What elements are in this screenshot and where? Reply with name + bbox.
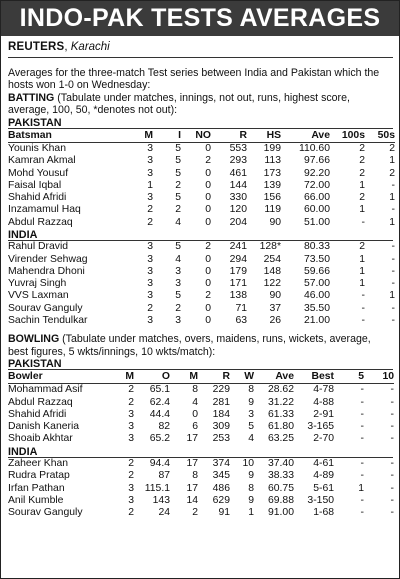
stat-cell: 0 [205,253,211,265]
batting-table-india [8,241,395,327]
stat-cell: 3 [147,265,153,277]
stat-cell: 2 [175,302,181,314]
batsman-row [8,278,395,290]
stat-cell: 51.00 [303,216,330,228]
stat-cell: - [391,278,395,290]
stat-cell: 5 [248,421,254,433]
stat-cell: 293 [229,155,247,167]
stat-cell: 199 [263,143,281,155]
stat-cell: 80.33 [303,241,330,253]
stat-cell: 5 [175,143,181,155]
stat-cell: 345 [212,470,230,482]
stat-cell: 115.1 [144,482,170,494]
stat-cell: 0 [192,408,198,420]
stat-cell: 2 [128,396,134,408]
stat-cell: 9 [248,470,254,482]
stat-cell: 1-68 [313,507,334,519]
stat-cell: 63.25 [267,433,294,445]
bowler-row [8,421,394,433]
stat-cell: 91 [218,507,230,519]
stat-cell: - [360,507,364,519]
stat-cell: 57.00 [303,278,330,290]
stat-cell: - [360,384,364,396]
headline-banner: INDO-PAK TESTS AVERAGES [1,1,399,36]
stat-cell: 120 [229,204,247,216]
stat-cell: - [390,470,394,482]
batsman-row [8,241,395,253]
stat-cell: - [361,216,365,228]
stat-cell: 72.00 [303,179,330,191]
batting-note: (Tabulate under matches, innings, not out, runs, highest score, average, 100, 50, *denotes not out): [8,91,350,117]
stat-cell: 0 [205,265,211,277]
stat-cell: 0 [205,302,211,314]
stat-cell: 138 [229,290,247,302]
column-header: W [230,370,254,384]
column-header: M [106,370,134,384]
stat-cell: 61.80 [267,421,294,433]
player-name: Sourav Ganguly [8,507,83,519]
stat-cell: - [390,396,394,408]
stat-cell: 91.00 [267,507,294,519]
stat-cell: 82 [158,421,170,433]
stat-cell: 2 [128,470,134,482]
byline-separator: , [64,41,71,53]
stat-cell: 119 [264,204,281,216]
stat-cell: 3 [248,408,254,420]
stat-cell: 97.66 [303,155,330,167]
stat-cell: - [391,204,395,216]
bowling-team-name: INDIA [8,446,393,459]
column-header: 50s [365,129,395,143]
stat-cell: 2 [147,204,153,216]
player-name: Kamran Akmal [8,155,76,167]
player-name: Inzamamul Haq [8,204,81,216]
batsman-row [8,266,395,278]
stat-cell: 3 [175,314,181,326]
stat-cell: 17 [186,482,198,494]
stat-cell: 9 [248,494,254,506]
stat-cell: 3-150 [307,494,334,506]
stat-cell: - [390,421,394,433]
stat-cell: 28.62 [267,384,294,396]
stat-cell: 87 [158,470,170,482]
stat-cell: 1 [389,192,395,204]
stat-cell: 5-61 [313,482,334,494]
stat-cell: 229 [212,384,230,396]
stat-cell: 69.88 [267,494,294,506]
stat-cell: 553 [229,143,247,155]
stat-cell: - [391,265,395,277]
stat-cell: 486 [212,482,230,494]
stat-cell: - [361,314,365,326]
stat-cell: - [390,458,394,470]
stat-cell: 5 [175,155,181,167]
column-header: Ave [254,370,294,384]
stat-cell: 66.00 [303,192,330,204]
stat-cell: 2 [205,155,211,167]
stat-cell: 148 [263,265,281,277]
stat-cell: 17 [186,433,198,445]
stat-cell: 8 [248,384,254,396]
column-header: R [198,370,230,384]
stat-cell: 2-91 [313,408,334,420]
stat-cell: 60.75 [267,482,294,494]
column-header: Ave [281,129,330,143]
stat-cell: - [391,302,395,314]
stat-cell: 629 [212,494,230,506]
stat-cell: 10 [242,458,254,470]
stat-cell: 2 [192,507,198,519]
stat-cell: 35.50 [303,302,330,314]
stat-cell: 37 [269,302,281,314]
player-name: Yuvraj Singh [8,278,67,290]
player-name: Shoaib Akhtar [8,433,73,445]
column-header: M [170,370,198,384]
stat-cell: 2 [359,167,365,179]
bowling-table-india [8,458,394,519]
batsman-row [8,180,395,192]
player-name: Rahul Dravid [8,241,69,253]
stat-cell: 0 [205,204,211,216]
stat-cell: 44.4 [149,408,170,420]
bowling-note: (Tabulate under matches, overs, maidens, runs, wickets, average, best figures, 5 wkts/innings, 10 wkts/match): [8,333,371,358]
stat-cell: 3 [128,408,134,420]
stat-cell: 3 [128,494,134,506]
batsman-row [8,155,395,167]
stat-cell: 2 [359,143,365,155]
stat-cell: 3 [147,143,153,155]
stat-cell: 2-70 [313,433,334,445]
stat-cell: 110.60 [298,143,330,155]
stat-cell: - [360,494,364,506]
bowler-row [8,433,394,445]
bowling-heading: BOWLING [8,333,60,346]
bowler-row [8,397,394,409]
column-header: 10 [364,370,394,384]
stat-cell: 143 [152,494,170,506]
stat-cell: 3 [147,155,153,167]
stat-cell: 9 [248,396,254,408]
stat-cell: - [390,482,394,494]
article-body [1,36,399,519]
stat-cell: 2 [175,179,181,191]
stat-cell: 156 [263,192,281,204]
bowling-section-heading [8,333,393,358]
batsman-row [8,254,395,266]
stat-cell: 0 [205,192,211,204]
batsman-row [8,168,395,180]
player-name: VVS Laxman [8,290,69,302]
player-name: Irfan Pathan [8,482,65,494]
bowling-rows [8,384,394,446]
stat-cell: 281 [212,396,230,408]
bowler-row [8,384,394,397]
player-name: Abdul Razzaq [8,396,73,408]
stat-cell: 8 [192,470,198,482]
stat-cell: 3 [147,278,153,290]
batsman-row [8,217,395,229]
player-name: Shahid Afridi [8,408,67,420]
stat-cell: 254 [263,253,281,265]
stat-cell: 2 [359,241,365,253]
player-name: Sachin Tendulkar [8,314,88,326]
bowler-row [8,458,394,470]
stat-cell: 6 [192,421,198,433]
stat-cell: - [360,421,364,433]
stat-cell: 1 [359,179,365,191]
stat-cell: - [360,433,364,445]
stat-cell: 461 [229,167,247,179]
stat-cell: - [360,396,364,408]
column-header: R [211,129,247,143]
stat-cell: - [390,433,394,445]
stat-cell: 0 [205,167,211,179]
stat-cell: 26 [269,314,281,326]
stat-cell: 0 [205,143,211,155]
batsman-row [8,143,395,156]
stat-cell: 2 [389,143,395,155]
bowler-row [8,507,394,519]
stat-cell: 374 [212,458,230,470]
stat-cell: 90 [269,216,281,228]
stat-cell: 90 [269,290,281,302]
byline-place: Karachi [70,41,110,53]
column-header: Batsman [8,129,118,143]
stat-cell: 144 [229,179,247,191]
stat-cell: - [390,408,394,420]
column-header: M [118,129,153,143]
column-header: Bowler [8,370,106,384]
stat-cell: 3 [128,482,134,494]
stat-cell: 94.4 [149,458,170,470]
stat-cell: - [391,253,395,265]
batsman-row [8,290,395,302]
column-header: HS [247,129,281,143]
bowler-row [8,495,394,507]
stat-cell: 5 [175,290,181,302]
bowler-row [8,470,394,482]
stat-cell: 63 [235,314,247,326]
player-name: Sourav Ganguly [8,302,83,314]
stat-cell: 61.33 [267,408,294,420]
stat-cell: 2 [359,192,365,204]
stat-cell: 1 [389,216,395,228]
stat-cell: 2 [147,302,153,314]
stat-cell: 59.66 [303,265,330,277]
column-header: 100s [330,129,365,143]
stat-cell: 128* [259,241,281,253]
stat-cell: 4 [248,433,254,445]
column-header: I [153,129,181,143]
stat-cell: 3 [147,290,153,302]
stat-cell: 2 [128,384,134,396]
stat-cell: 38.33 [267,470,294,482]
player-name: Zaheer Khan [8,458,69,470]
stat-cell: 1 [248,507,254,519]
player-name: Mahendra Dhoni [8,265,85,277]
stat-cell: 65.2 [149,433,170,445]
batsman-row [8,303,395,315]
stat-cell: - [391,241,395,253]
stat-cell: 4 [192,396,198,408]
stat-cell: 294 [229,253,247,265]
player-name: Younis Khan [8,143,66,155]
stat-cell: 122 [263,278,281,290]
stat-cell: 1 [358,482,364,494]
stat-cell: 21.00 [303,314,330,326]
stat-cell: 2 [128,507,134,519]
player-name: Virender Sehwag [8,253,88,265]
bowling-rows [8,458,394,519]
stat-cell: 4-61 [313,458,334,470]
stat-cell: 8 [192,384,198,396]
bowling-header-row [8,370,394,384]
stat-cell: - [391,179,395,191]
stat-cell: 2 [205,290,211,302]
stat-cell: 3 [175,278,181,290]
bowling-table-pakistan [8,370,394,445]
batting-heading: BATTING [8,91,55,104]
stat-cell: 3 [147,167,153,179]
column-header: O [134,370,170,384]
bowling-team-name: PAKISTAN [8,358,393,371]
stat-cell: - [390,507,394,519]
stat-cell: 2 [175,204,181,216]
stat-cell: 2 [359,155,365,167]
stat-cell: 0 [205,216,211,228]
stat-cell: 60.00 [303,204,330,216]
stat-cell: 171 [229,278,247,290]
stat-cell: 5 [175,241,181,253]
stat-cell: 4 [175,253,181,265]
stat-cell: 3 [147,192,153,204]
stat-cell: 2 [205,241,211,253]
stat-cell: 0 [205,278,211,290]
stat-cell: 73.50 [303,253,330,265]
stat-cell: 241 [229,241,247,253]
stat-cell: 46.00 [303,290,330,302]
player-name: Shahid Afridi [8,192,67,204]
batting-team-name: INDIA [8,229,393,242]
stat-cell: 2 [147,216,153,228]
stat-cell: - [361,290,365,302]
stat-cell: 2 [389,167,395,179]
stat-cell: 2 [128,458,134,470]
stat-cell: 5 [175,167,181,179]
stat-cell: 3 [175,265,181,277]
stat-cell: 179 [229,265,247,277]
stat-cell: 71 [235,302,247,314]
stat-cell: 17 [186,458,198,470]
player-name: Danish Kaneria [8,421,80,433]
stat-cell: 24 [158,507,170,519]
stat-cell: 3 [128,433,134,445]
stat-cell: 3-165 [307,421,334,433]
batting-section-heading [8,92,393,117]
batsman-row [8,315,395,327]
stat-cell: 173 [263,167,281,179]
stat-cell: 4 [175,216,181,228]
stat-cell: 92.20 [303,167,330,179]
stat-cell: - [390,384,394,396]
stat-cell: 204 [229,216,247,228]
stat-cell: - [360,458,364,470]
player-name: Abdul Razzaq [8,216,73,228]
stat-cell: 62.4 [149,396,170,408]
stat-cell: 4-89 [313,470,334,482]
stat-cell: 330 [229,192,247,204]
stat-cell: 0 [205,179,211,191]
stat-cell: - [390,494,394,506]
batting-rows [8,143,395,229]
stat-cell: 8 [248,482,254,494]
player-name: Rudra Pratap [8,470,70,482]
stat-cell: 1 [147,179,153,191]
batting-table-pakistan [8,129,395,229]
column-header: NO [181,129,211,143]
stat-cell: 1 [389,290,395,302]
player-name: Mohd Yousuf [8,167,69,179]
stat-cell: 253 [212,433,230,445]
batting-header-row [8,129,395,143]
stat-cell: 5 [175,192,181,204]
stat-cell: 184 [212,408,230,420]
stat-cell: 1 [359,204,365,216]
stat-cell: 1 [359,253,365,265]
player-name: Anil Kumble [8,494,64,506]
stat-cell: 4-88 [313,396,334,408]
byline [8,36,393,58]
stat-cell: 3 [147,253,153,265]
stat-cell: 4-78 [313,384,334,396]
stat-cell: - [391,314,395,326]
bowler-row [8,483,394,495]
column-header: Best [294,370,334,384]
stat-cell: - [361,302,365,314]
stat-cell: 1 [359,265,365,277]
stat-cell: 1 [359,278,365,290]
stat-cell: - [360,408,364,420]
stat-cell: 3 [147,314,153,326]
bowler-row [8,409,394,421]
stat-cell: 139 [263,179,281,191]
batting-team-name: PAKISTAN [8,117,393,130]
stat-cell: 65.1 [149,384,170,396]
byline-agency: REUTERS [8,41,65,53]
intro-text: Averages for the three-match Test series between India and Pakistan which the hosts won 1-0 on Wednesday: [8,67,380,92]
stat-cell: 1 [389,155,395,167]
stat-cell: 309 [212,421,230,433]
stat-cell: 3 [147,241,153,253]
batting-rows [8,241,395,327]
stat-cell: - [360,470,364,482]
stat-cell: 31.22 [267,396,294,408]
batsman-row [8,204,395,216]
player-name: Faisal Iqbal [8,179,62,191]
batsman-row [8,192,395,204]
stat-cell: 37.40 [267,458,294,470]
stat-cell: 3 [128,421,134,433]
stat-cell: 113 [264,155,281,167]
stat-cell: 14 [186,494,198,506]
column-header: 5 [334,370,364,384]
stat-cell: 0 [205,314,211,326]
player-name: Mohammad Asif [8,384,83,396]
